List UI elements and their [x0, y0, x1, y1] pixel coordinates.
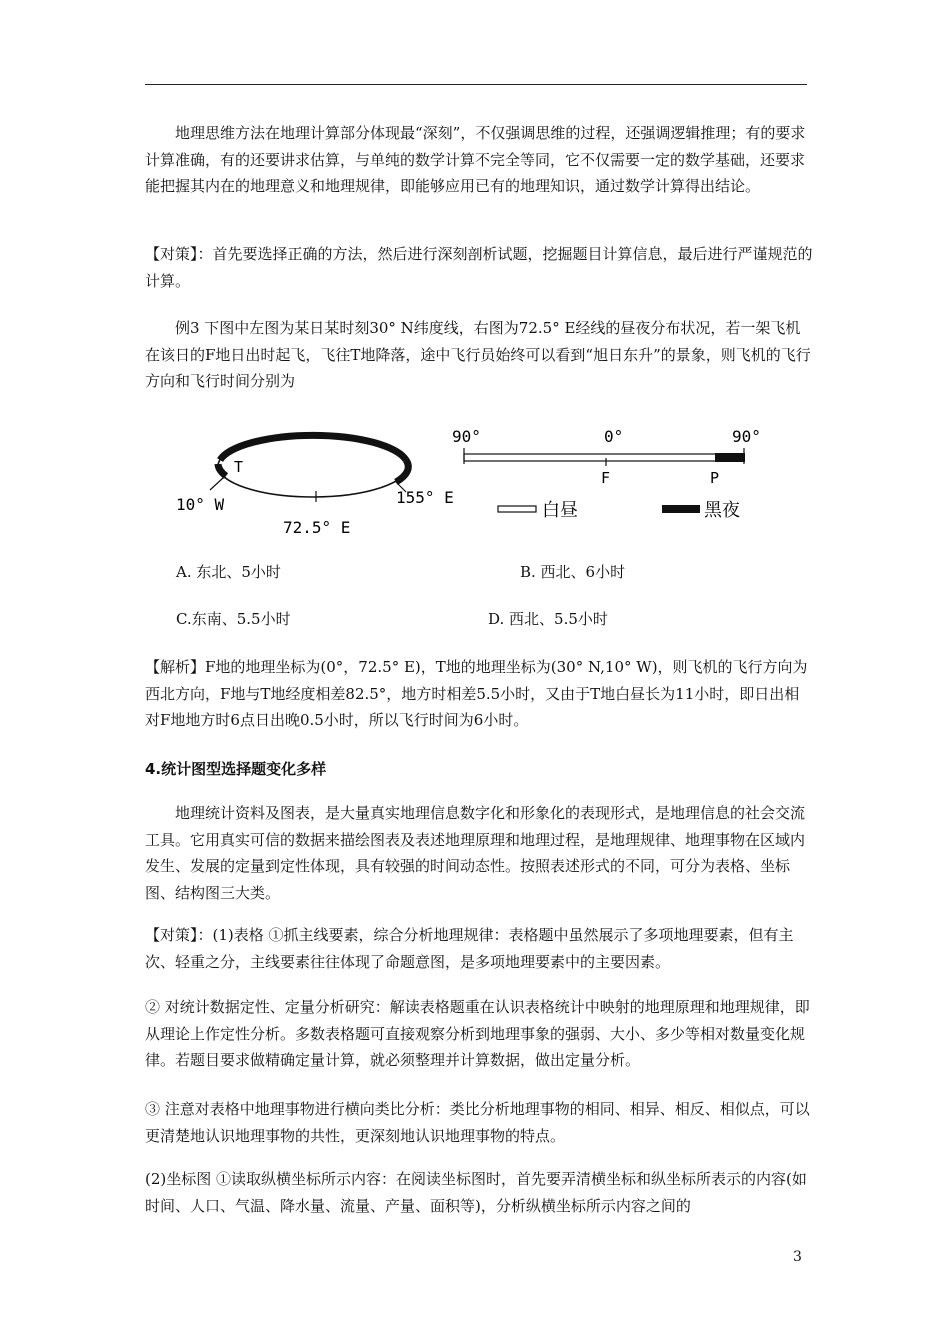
paragraph-analysis: 【解析】F地的地理坐标为(0°，72.5° E)，T地的地理坐标为(30° N,10° W)，则飞机的飞行方向为西北方向，F地与T地经度相差82.5°，地方时相差5.5小时，又由于T地白昼长为11小时，即日出相对F地地方时6点日出晚0.5小时，所以飞行时间为6小时。 [145, 658, 808, 729]
latitude-circle-diagram [176, 435, 454, 537]
example-figure [170, 420, 790, 545]
paragraph-strategy-calc: 【对策】：首先要选择正确的方法，然后进行深刻剖析试题，挖掘题目计算信息，最后进行严谨规范的计算。 [145, 245, 813, 290]
label-p: P [710, 469, 720, 487]
label-90-left: 90° [452, 427, 481, 446]
option-b: B. 西北、6小时 [520, 563, 626, 581]
label-f: F [601, 469, 611, 487]
section-heading-4: 4.统计图型选择题变化多样 [145, 760, 327, 778]
tick-10w [210, 477, 224, 490]
latitude-circle-night-arc-start [218, 464, 226, 476]
option-c: C.东南、5.5小时 [176, 610, 291, 628]
latitude-circle-night-arc-end [396, 460, 408, 482]
paragraph-quantitative: ② 对统计数据定性、定量分析研究：解读表格题重在认识表格统计中映射的地理原理和地理规律，即从理论上作定性分析。多数表格题可直接观察分析到地理事象的强弱、大小、多少等相对数量变化规律。若题目要求做精确定量计算，就必须整理并计算数据，做出定量分析。 [145, 998, 810, 1069]
legend-night-swatch [662, 505, 700, 513]
option-a: A. 东北、5小时 [176, 563, 281, 581]
paragraph-comparison: ③ 注意对表格中地理事物进行横向类比分析：类比分析地理事物的相同、相异、相反、相似点，可以更清楚地认识地理事物的共性，更深刻地认识地理事物的特点。 [145, 1100, 810, 1145]
label-t: T [234, 458, 244, 476]
legend-day-label: 白昼 [542, 500, 578, 521]
paragraph-thinking-method: 地理思维方法在地理计算部分体现最“深刻”，不仅强调思维的过程，还强调逻辑推理；有的要求计算准确，有的还要讲求估算，与单纯的数学计算不完全等同，它不仅需要一定的数学基础，还要求能把握其内在的地理意义和地理规律，即能够应用已有的地理知识，通过数学计算得出结论。 [145, 124, 806, 195]
label-10w: 10° W [176, 495, 225, 514]
label-90-right: 90° [732, 427, 761, 446]
bar-night [715, 453, 745, 462]
page-number: 3 [793, 1249, 802, 1265]
latitude-circle-night-arc [220, 435, 406, 460]
bar-day [464, 454, 744, 461]
label-155e: 155° E [396, 488, 454, 507]
legend-day-swatch [498, 506, 536, 512]
paragraph-example-3: 例3 下图中左图为某日某时刻30° N纬度线，右图为72.5° E经线的昼夜分布状况，若一架飞机在该日的F地日出时起飞，飞往T地降落，途中飞行员始终可以看到“旭日东升”的景象，则飞机的飞行方向和飞行时间分别为 [145, 319, 811, 390]
paragraph-statistics-intro: 地理统计资料及图表，是大量真实地理信息数字化和形象化的表现形式，是地理信息的社会交流工具。它用真实可信的数据来描绘图表及表述地理原理和地理过程，是地理规律、地理事物在区域内发生、发展的定量到定性体现，具有较强的时间动态性。按照表述形式的不同，可分为表格、坐标图、结构图三大类。 [145, 804, 806, 902]
label-725e: 72.5° E [283, 518, 351, 537]
label-0: 0° [604, 427, 624, 446]
paragraph-strategy-table: 【对策】：(1)表格 ①抓主线要素，综合分析地理规律：表格题中虽然展示了多项地理要素，但有主次、轻重之分，主线要素往往体现了命题意图，是多项地理要素中的主要因素。 [145, 926, 794, 971]
legend-night-label: 黑夜 [704, 500, 740, 521]
figure-svg [170, 420, 790, 545]
option-d: D. 西北、5.5小时 [488, 610, 608, 628]
meridian-bar-diagram [452, 427, 761, 521]
header-rule [145, 84, 807, 85]
paragraph-coordinate-chart: (2)坐标图 ①读取纵横坐标所示内容：在阅读坐标图时，首先要弄清横坐标和纵坐标所表示的内容(如时间、人口、气温、降水量、流量、产量、面积等)，分析纵横坐标所示内容之间的 [145, 1170, 807, 1215]
